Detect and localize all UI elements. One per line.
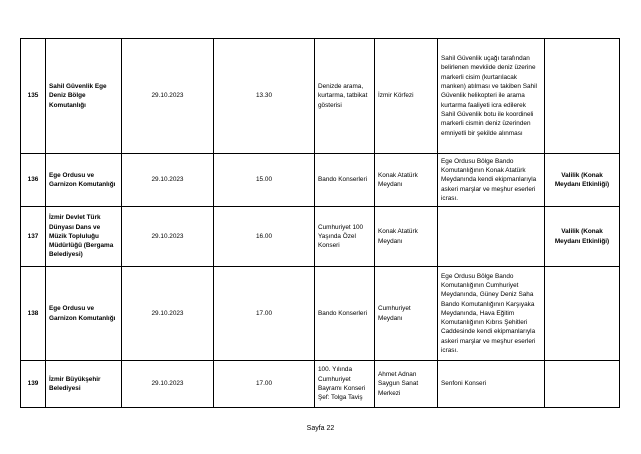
place-cell: İzmir Körfezi — [375, 39, 438, 154]
time-cell: 16.00 — [214, 207, 315, 267]
table-row — [21, 267, 620, 361]
note-cell — [545, 39, 620, 154]
place-cell: Konak Atatürk Meydanı — [375, 154, 438, 207]
time-cell: 17.00 — [214, 267, 315, 361]
row-number: 136 — [21, 154, 46, 207]
organizer-cell: İzmir Büyükşehir Belediyesi — [46, 361, 122, 408]
table-row — [21, 361, 620, 408]
note-cell — [545, 267, 620, 361]
date-cell: 29.10.2023 — [122, 39, 214, 154]
table-row — [21, 39, 620, 154]
note-cell: Valilik (Konak Meydanı Etkinliği) — [545, 154, 620, 207]
events-table — [20, 38, 620, 408]
event-cell: Cumhuriyet 100 Yaşında Özel Konseri — [315, 207, 375, 267]
place-cell: Konak Atatürk Meydanı — [375, 207, 438, 267]
row-number: 139 — [21, 361, 46, 408]
description-cell: Senfoni Konseri — [438, 361, 545, 408]
date-cell: 29.10.2023 — [122, 207, 214, 267]
date-cell: 29.10.2023 — [122, 361, 214, 408]
description-cell: Ege Ordusu Bölge Bando Komutanlığının Cumhuriyet Meydanında, Güney Deniz Saha Bando Komutanlığının Karşıyaka Meydanında, Hava Eğitim Komutanlığının Kıbrıs Şehitleri Caddesinde kendi ekipmanlarıyla askeri marşlar ve meşhur eserleri icrası. — [438, 267, 545, 361]
event-cell: 100. Yılında Cumhuriyet Bayramı Konseri Şef: Tolga Taviş — [315, 361, 375, 408]
time-cell: 17.00 — [214, 361, 315, 408]
place-cell: Cumhuriyet Meydanı — [375, 267, 438, 361]
note-cell: Valilik (Konak Meydanı Etkinliği) — [545, 207, 620, 267]
event-cell: Denizde arama, kurtarma, tatbikat gösterisi — [315, 39, 375, 154]
time-cell: 15.00 — [214, 154, 315, 207]
place-cell: Ahmet Adnan Saygun Sanat Merkezi — [375, 361, 438, 408]
date-cell: 29.10.2023 — [122, 154, 214, 207]
description-cell: Ege Ordusu Bölge Bando Komutanlığının Konak Atatürk Meydanında kendi ekipmanlarıyla askeri marşlar ve meşhur eserleri icrası. — [438, 154, 545, 207]
description-cell — [438, 207, 545, 267]
description-cell: Sahil Güvenlik uçağı tarafından belirlenen mevkiide deniz üzerine markerli cisim (kurtarılacak manken) atılması ve takiben Sahil Güvenlik helikopteri ile arama kurtarma faaliyeti icra edilerek Sahil Güvenlik botu ile koordineli markerli cismin deniz üzerinden emniyetli bir şekilde alınması — [438, 39, 545, 154]
event-cell: Bando Konserleri — [315, 267, 375, 361]
organizer-cell: Ege Ordusu ve Garnizon Komutanlığı — [46, 154, 122, 207]
row-number: 138 — [21, 267, 46, 361]
row-number: 137 — [21, 207, 46, 267]
row-number: 135 — [21, 39, 46, 154]
organizer-cell: İzmir Devlet Türk Dünyası Dans ve Müzik Topluluğu Müdürlüğü (Bergama Belediyesi) — [46, 207, 122, 267]
event-cell: Bando Konserleri — [315, 154, 375, 207]
page-number: Sayfa 22 — [306, 425, 335, 432]
note-cell — [545, 361, 620, 408]
organizer-cell: Sahil Güvenlik Ege Deniz Bölge Komutanlığı — [46, 39, 122, 154]
table-row — [21, 207, 620, 267]
date-cell: 29.10.2023 — [122, 267, 214, 361]
table-row — [21, 154, 620, 207]
organizer-cell: Ege Ordusu ve Garnizon Komutanlığı — [46, 267, 122, 361]
time-cell: 13.30 — [214, 39, 315, 154]
